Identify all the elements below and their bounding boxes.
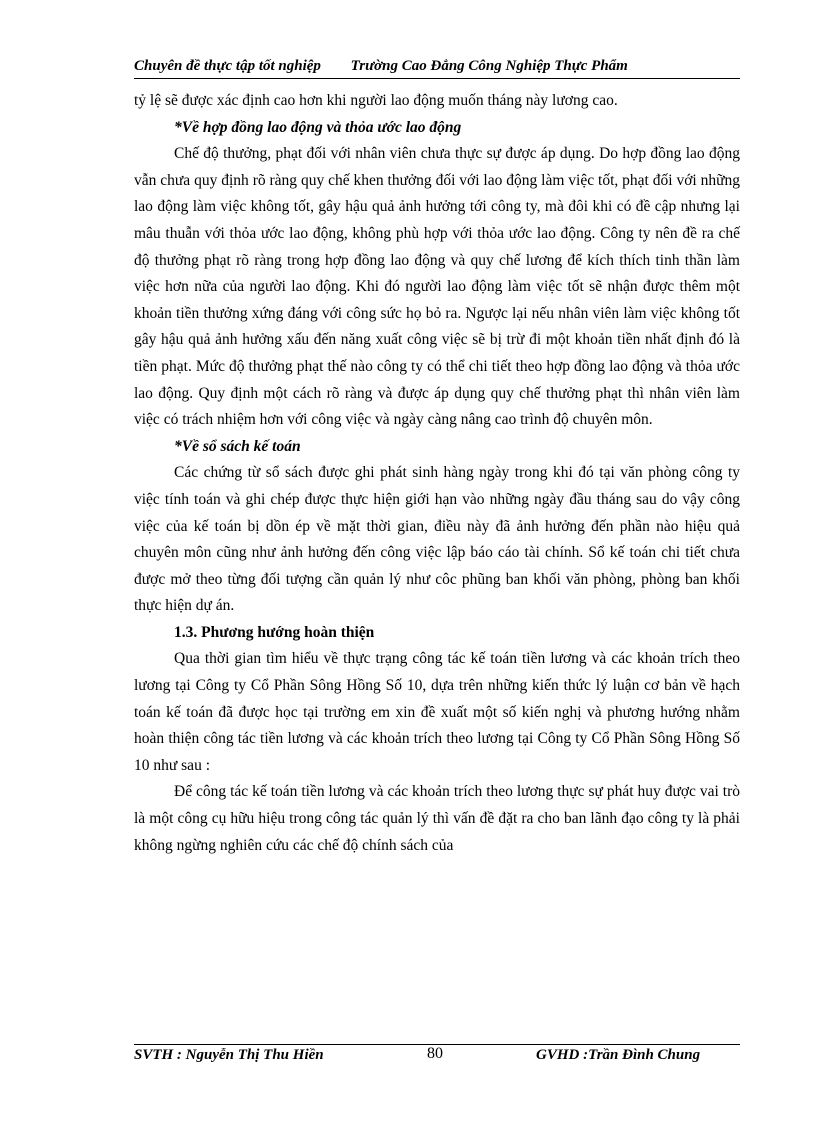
page-footer <box>134 1047 740 1069</box>
section-heading-improvement-direction: 1.3. Phương hướng hoàn thiện <box>174 623 375 641</box>
paragraph-labor-contract: Chế độ thưởng, phạt đối với nhân viên chưa thực sự được áp dụng. Do hợp đồng lao động vẫn chưa quy định rõ ràng quy chế khen thưởng đối với lao động làm việc tốt, phạt đối với những lao động làm việc không tốt, gây hậu quả ảnh hưởng tới công ty, mà đôi khi có đề cập nhưng lại mâu thuẫn với thỏa ước lao động, không phù hợp với thỏa ước lao động. Công ty nên đề ra chế độ thưởng phạt rõ ràng trong hợp đồng lao động và quy chế lương để kích thích tinh thần làm việc hơn nữa của người lao động. Khi đó người lao động làm việc tốt sẽ nhận được thêm một khoản tiền thưởng xứng đáng với công sức họ bỏ ra. Ngược lại nếu nhân viên làm việc không tốt gây hậu quả ảnh hưởng xấu đến năng xuất công việc sẽ bị trừ đi một khoản tiền nhất định đó là tiền phạt. Mức độ thưởng phạt thế nào công ty có thể chi tiết theo hợp đồng lao động và thỏa ước lao động. Quy định một cách rõ ràng và được áp dụng quy chế thưởng phạt thì nhân viên làm việc có trách nhiệm hơn với công việc và ngày càng nâng cao trình độ chuyên môn. <box>134 145 740 429</box>
footer-student: SVTH : Nguyễn Thị Thu Hiền <box>134 1047 324 1063</box>
paragraph-improvement-role: Để công tác kế toán tiền lương và các khoản trích theo lương thực sự phát huy được vai trò là một công cụ hữu hiệu trong công tác quản lý thì vấn đề đặt ra cho ban lãnh đạo công ty là phải không ngừng nghiên cứu các chế độ chính sách của <box>134 783 740 854</box>
paragraph-accounting-books: Các chứng từ sổ sách được ghi phát sinh hàng ngày trong khi đó tại văn phòng công ty việc tính toán và ghi chép được thực hiện giới hạn vào những ngày đầu tháng sau do vậy công việc của kế toán bị dồn ép về mặt thời gian, điều này đã ảnh hưởng đến phần nào hiệu quả chuyên môn cũng như ảnh hưởng đến công việc lập báo cáo tài chính. Sổ kế toán chi tiết chưa được mở theo từng đối tượng cần quản lý như côc phũng ban khối văn phòng, phòng ban khối thực hiện dự án. <box>134 464 740 615</box>
header-school-name: Trường Cao Đẳng Công Nghiệp Thực Phẩm <box>350 58 628 74</box>
page-header <box>134 58 740 75</box>
section-heading-labor-contract: *Về hợp đồng lao động và thỏa ước lao động <box>174 118 462 136</box>
section-heading-accounting-books: *Về sổ sách kế toán <box>174 437 301 455</box>
header-document-title: Chuyên đề thực tập tốt nghiệp <box>134 58 321 74</box>
footer-advisor: GVHD :Trần Đình Chung <box>536 1047 701 1063</box>
page-number: 80 <box>427 1045 443 1062</box>
header-divider <box>134 78 740 79</box>
paragraph-continuation: tỷ lệ sẽ được xác định cao hơn khi người lao động muốn tháng này lương cao. <box>134 92 618 109</box>
document-body <box>134 88 740 859</box>
paragraph-improvement-intro: Qua thời gian tìm hiểu về thực trạng công tác kế toán tiền lương và các khoản trích theo lương tại Công ty Cổ Phần Sông Hồng Số 10, dựa trên những kiến thức lý luận cơ bản về hạch toán kế toán đã được học tại trường em xin đề xuất một số kiến nghị và phương hướng nhằm hoàn thiện công tác tiền lương và các khoản trích theo lương tại Công ty Cổ Phần Sông Hồng Số 10 như sau : <box>134 650 740 774</box>
